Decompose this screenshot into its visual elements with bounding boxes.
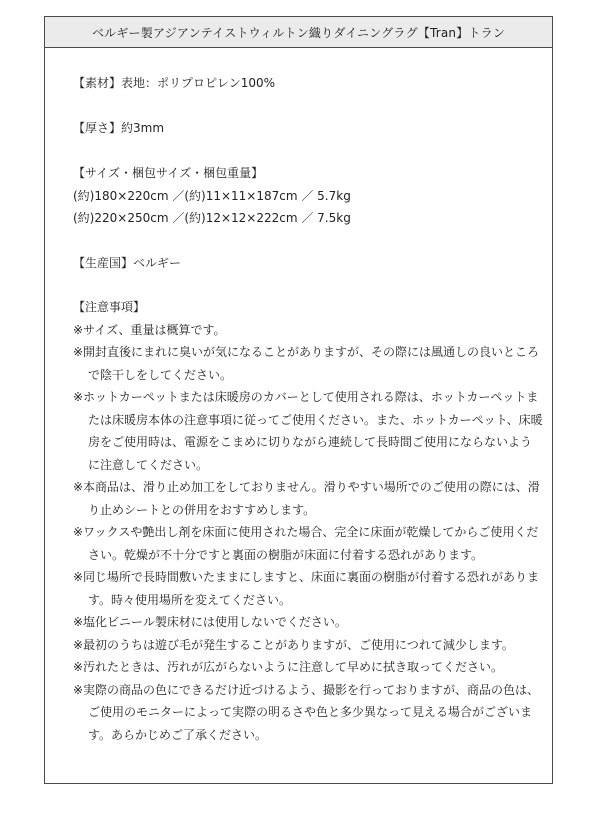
origin-text: 【生産国】ベルギー [73, 255, 182, 270]
note-item: ※塩化ビニール製床材には使用しないでください。 [73, 615, 347, 629]
note-item: ※最初のうちは遊び毛が発生することがありますが、ご使用につれて減少します。 [73, 637, 514, 652]
size-heading: 【サイズ・梱包サイズ・梱包重量】 [73, 166, 264, 180]
note-item: ※ホットカーペットまたは床暖房のカバーとして使用される際は、ホットカーペットまたは床暖房本体の注意事項に従ってご使用ください。また、ホットカーペット、床暖房をご使用時は、電源をこまめに切りながら連続して長時間ご使用にならないように注意してください。 [73, 390, 543, 472]
note-item: ※同じ場所で長時間敷いたままにしますと、床面に裏面の樹脂が付着する恐れがあります。時々使用場所を変えてください。 [73, 570, 540, 607]
note-item: ※汚れたときは、汚れが広がらないように注意して早めに拭き取ってください。 [73, 660, 504, 674]
thickness-text: 【厚さ】約3mm [73, 120, 165, 135]
note-item: ※本商品は、滑り止め加工をしておりません。滑りやすい場所でのご使用の際には、滑り止めシートとの併用をおすすめします。 [73, 480, 540, 517]
spec-content [73, 48, 543, 746]
notes-section [73, 296, 543, 746]
note-item: ※サイズ、重量は概算です。 [73, 322, 226, 337]
material-text: 【素材】表地：ポリプロピレン100% [73, 76, 276, 90]
product-title: ベルギー製アジアンテイストウィルトン織りダイニングラグ【Tran】トラン [45, 17, 552, 48]
thickness-section [73, 117, 543, 140]
size-row: (約)220×250cm ／(約)12×12×222cm ／ 7.5kg [73, 211, 351, 225]
size-row: (約)180×220cm ／(約)11×11×187cm ／ 5.7kg [73, 188, 351, 203]
material-section [73, 72, 543, 95]
size-section [73, 162, 543, 230]
spec-sheet [44, 16, 553, 784]
origin-section [73, 252, 543, 275]
notes-heading: 【注意事項】 [73, 300, 146, 314]
note-item: ※実際の商品の色にできるだけ近づけるよう、撮影を行っておりますが、商品の色は、ご使用のモニターによって実際の明るさや色と多少異なって見える場合がございます。あらかじめご了承ください。 [73, 682, 540, 742]
note-item: ※ワックスや艶出し剤を床面に使用された場合、完全に床面が乾燥してからご使用ください。乾燥が不十分ですと裏面の樹脂が床面に付着する恐れがあります。 [73, 525, 539, 562]
note-item: ※開封直後にまれに臭いが気になることがありますが、その際には風通しの良いところで陰干しをしてください。 [73, 345, 540, 382]
